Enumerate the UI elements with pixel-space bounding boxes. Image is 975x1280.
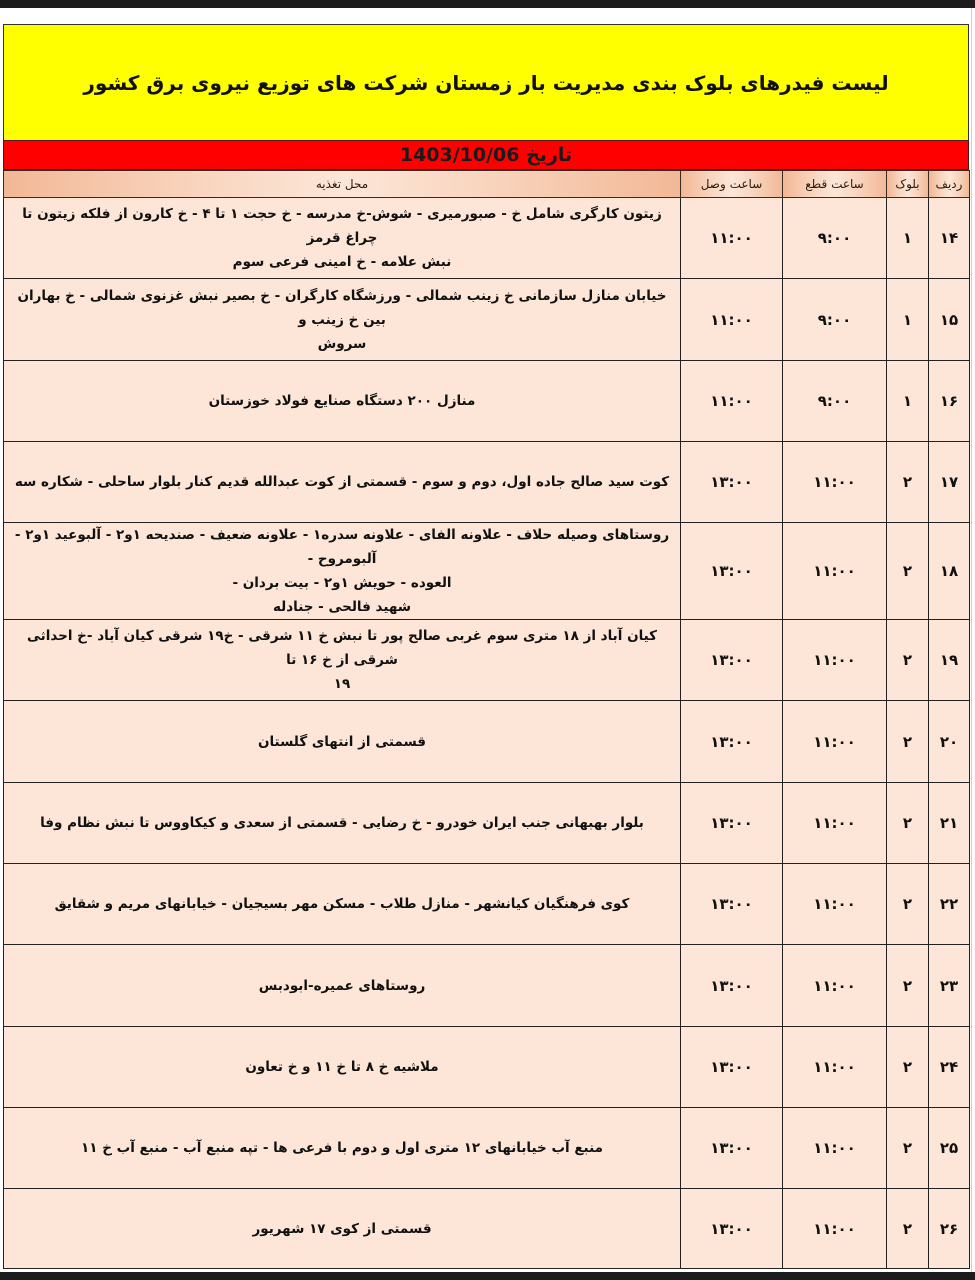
- row-number-cell: ۱۹: [929, 620, 970, 701]
- bottom-nav-bar: [0, 1272, 975, 1280]
- top-status-bar: [0, 0, 975, 8]
- location-cell: [4, 523, 681, 620]
- connect-time-cell: ۱۳:۰۰: [681, 442, 783, 523]
- block-cell: ۲: [887, 1027, 929, 1108]
- location-line: خیابان منازل سازمانی خ زینب شمالی - ورزشگاه کارگران - خ بصیر نبش غزنوی شمالی - خ بهاران بین خ زینب و: [17, 287, 667, 328]
- column-header-location: محل تغذیه: [4, 171, 681, 198]
- block-cell: ۱: [887, 361, 929, 442]
- location-line: کوت سید صالح جاده اول، دوم و سوم - قسمتی از کوت عبدالله قدیم کنار بلوار ساحلی - شکاره سه: [14, 474, 670, 490]
- location-line: منازل ۲۰۰ دستگاه صنایع فولاد خوزستان: [208, 393, 476, 409]
- row-number-cell: ۲۶: [929, 1189, 970, 1269]
- row-number-cell: ۲۱: [929, 783, 970, 864]
- connect-time-cell: ۱۳:۰۰: [681, 1189, 783, 1269]
- location-line: بلوار بهبهانی جنب ایران خودرو - خ رضایی - قسمتی از سعدی و کیکاووس تا نبش نظام وفا: [40, 815, 644, 831]
- block-cell: ۲: [887, 783, 929, 864]
- column-header-cut-time: ساعت قطع: [783, 171, 887, 198]
- table-row: [4, 1189, 970, 1269]
- block-cell: ۲: [887, 442, 929, 523]
- location-line: منبع آب خیابانهای ۱۲ متری اول و دوم با فرعی ها - تپه منبع آب - منبع آب خ ۱۱: [81, 1140, 603, 1156]
- location-cell: [4, 1108, 681, 1189]
- table-row: [4, 523, 970, 620]
- connect-time-cell: ۱۱:۰۰: [681, 279, 783, 361]
- row-number-cell: ۱۷: [929, 442, 970, 523]
- cut-time-cell: ۱۱:۰۰: [783, 864, 887, 945]
- cut-time-cell: ۱۱:۰۰: [783, 620, 887, 701]
- cut-time-cell: ۱۱:۰۰: [783, 783, 887, 864]
- block-cell: ۲: [887, 1108, 929, 1189]
- block-cell: ۲: [887, 523, 929, 620]
- page-edge: [971, 8, 972, 1272]
- date-banner: تاریخ 1403/10/06: [3, 140, 969, 170]
- block-cell: ۲: [887, 701, 929, 783]
- load-management-sheet: [3, 24, 969, 1269]
- row-number-cell: ۲۳: [929, 945, 970, 1027]
- location-line: قسمتی از کوی ۱۷ شهریور: [252, 1220, 432, 1237]
- location-cell: [4, 361, 681, 442]
- column-header-connect-time: ساعت وصل: [681, 171, 783, 198]
- location-line: العوده - حویش ۱و۲ - بیت بردان -: [232, 575, 452, 591]
- connect-time-cell: ۱۳:۰۰: [681, 783, 783, 864]
- cut-time-cell: ۹:۰۰: [783, 361, 887, 442]
- cut-time-cell: ۹:۰۰: [783, 198, 887, 279]
- table-row: [4, 361, 970, 442]
- table-row: [4, 864, 970, 945]
- connect-time-cell: ۱۳:۰۰: [681, 1027, 783, 1108]
- location-line: ملاشیه خ ۸ تا خ ۱۱ و خ تعاون: [245, 1059, 439, 1075]
- cut-time-cell: ۹:۰۰: [783, 279, 887, 361]
- location-line: زیتون کارگری شامل خ - صبورمیری - شوش-خ مدرسه - خ حجت ۱ تا ۴ - خ کارون از فلکه زیتون تا چراغ قرمز: [22, 206, 662, 246]
- location-cell: [4, 620, 681, 701]
- row-number-cell: ۲۰: [929, 701, 970, 783]
- location-cell: [4, 1027, 681, 1108]
- block-cell: ۲: [887, 620, 929, 701]
- table-row: [4, 945, 970, 1027]
- block-cell: ۱: [887, 198, 929, 279]
- column-header-row-number: ردیف: [929, 171, 970, 198]
- table-row: [4, 198, 970, 279]
- column-header-block: بلوک: [887, 171, 929, 198]
- table-row: [4, 1027, 970, 1108]
- location-line: روستاهای وصیله حلاف - علاونه الفای - علاونه سدره۱ - علاونه ضعیف - صندیحه ۱و۲ - آلبوعید ۱و۲ - آلبومروح -: [14, 527, 670, 567]
- location-cell: [4, 783, 681, 864]
- connect-time-cell: ۱۳:۰۰: [681, 1108, 783, 1189]
- connect-time-cell: ۱۳:۰۰: [681, 701, 783, 783]
- block-cell: ۲: [887, 1189, 929, 1269]
- table-row: [4, 1108, 970, 1189]
- connect-time-cell: ۱۳:۰۰: [681, 523, 783, 620]
- sheet-title: لیست فیدرهای بلوک بندی مدیریت بار زمستان شرکت های توزیع نیروی برق کشور: [3, 24, 969, 140]
- table-row: [4, 620, 970, 701]
- cut-time-cell: ۱۱:۰۰: [783, 442, 887, 523]
- connect-time-cell: ۱۳:۰۰: [681, 864, 783, 945]
- location-line: قسمتی از انتهای گلستان: [257, 733, 427, 750]
- row-number-cell: ۱۶: [929, 361, 970, 442]
- row-number-cell: ۱۵: [929, 279, 970, 361]
- location-cell: [4, 442, 681, 523]
- row-number-cell: ۲۴: [929, 1027, 970, 1108]
- location-line: کیان آباد از ۱۸ متری سوم غربی صالح پور تا نبش خ ۱۱ شرقی - خ۱۹ شرقی کیان آباد -خ احداثی شرقی از خ ۱۶ تا: [26, 628, 658, 668]
- table-header-row: [4, 171, 970, 198]
- row-number-cell: ۱۸: [929, 523, 970, 620]
- block-cell: ۱: [887, 279, 929, 361]
- location-cell: [4, 864, 681, 945]
- location-line: روستاهای عمیره-ابودبس: [258, 977, 426, 994]
- location-cell: [4, 198, 681, 279]
- connect-time-cell: ۱۱:۰۰: [681, 198, 783, 279]
- cut-time-cell: ۱۱:۰۰: [783, 701, 887, 783]
- location-cell: [4, 945, 681, 1027]
- location-line: نبش علامه - خ امینی فرعی سوم: [232, 254, 452, 270]
- connect-time-cell: ۱۳:۰۰: [681, 945, 783, 1027]
- cut-time-cell: ۱۱:۰۰: [783, 1027, 887, 1108]
- location-cell: [4, 1189, 681, 1269]
- block-cell: ۲: [887, 945, 929, 1027]
- cut-time-cell: ۱۱:۰۰: [783, 945, 887, 1027]
- location-line: سروش: [317, 335, 367, 352]
- location-line: کوی فرهنگیان کیانشهر - منازل طلاب - مسکن مهر بسیجیان - خیابانهای مریم و شقایق: [54, 896, 630, 912]
- location-line: شهید فالحی - جنادله: [272, 599, 412, 615]
- table-row: [4, 279, 970, 361]
- cut-time-cell: ۱۱:۰۰: [783, 1189, 887, 1269]
- cut-time-cell: ۱۱:۰۰: [783, 1108, 887, 1189]
- table-row: [4, 783, 970, 864]
- table-row: [4, 442, 970, 523]
- table-row: [4, 701, 970, 783]
- connect-time-cell: ۱۳:۰۰: [681, 620, 783, 701]
- feeder-table: [3, 170, 970, 1269]
- block-cell: ۲: [887, 864, 929, 945]
- location-cell: [4, 279, 681, 361]
- location-cell: [4, 701, 681, 783]
- row-number-cell: ۲۵: [929, 1108, 970, 1189]
- cut-time-cell: ۱۱:۰۰: [783, 523, 887, 620]
- row-number-cell: ۱۴: [929, 198, 970, 279]
- location-line: ۱۹: [333, 676, 351, 692]
- row-number-cell: ۲۲: [929, 864, 970, 945]
- connect-time-cell: ۱۱:۰۰: [681, 361, 783, 442]
